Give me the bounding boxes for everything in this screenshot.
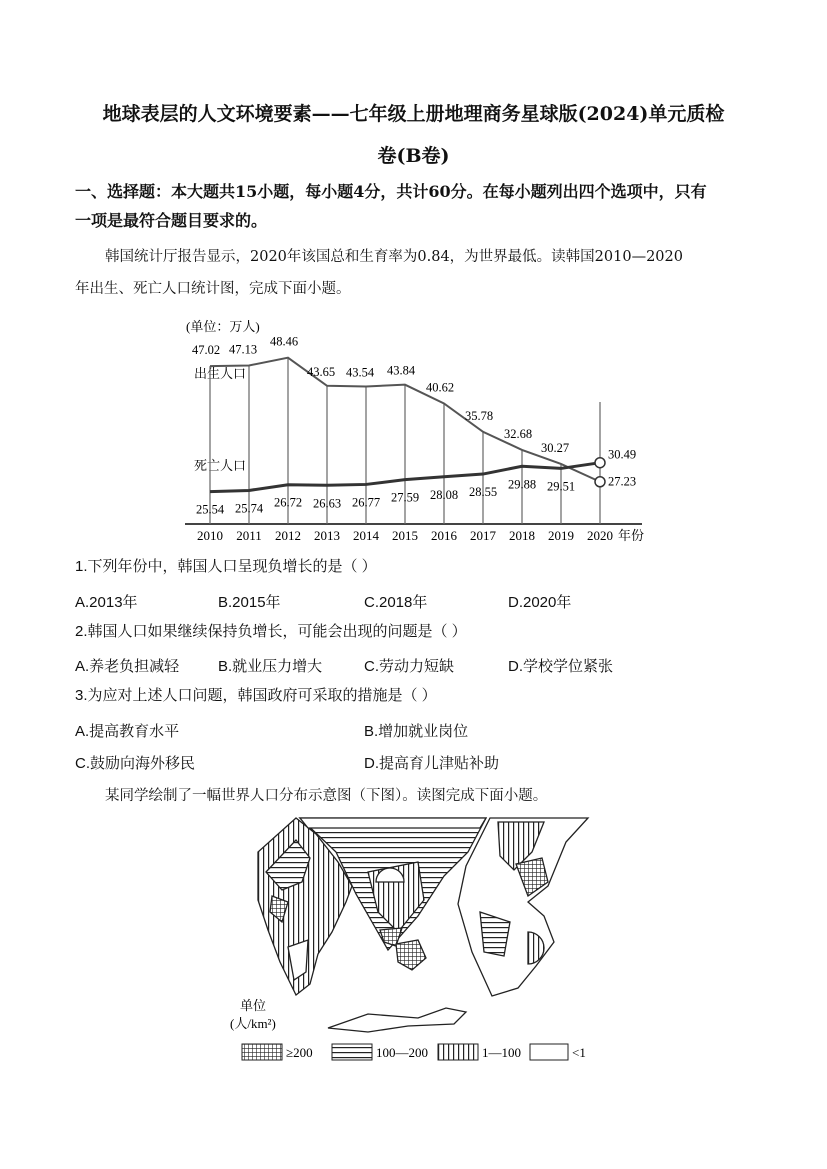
map-island bbox=[396, 940, 426, 970]
x-tick-label: 2012 bbox=[275, 528, 301, 543]
q2-option-d[interactable]: D.学校学位紧张 bbox=[508, 658, 614, 675]
birth-data-label: 47.02 bbox=[192, 343, 221, 358]
death-data-label: 25.74 bbox=[235, 501, 264, 516]
death-point-2020 bbox=[595, 458, 605, 468]
map-europe-upper bbox=[300, 818, 486, 828]
q1-option-c[interactable]: C.2018年 bbox=[364, 594, 428, 611]
intro-paragraph-line2: 年出生、死亡人口统计图，完成下面小题。 bbox=[75, 281, 351, 297]
x-tick-label: 2010 bbox=[197, 528, 223, 543]
section-heading-line1: 一、选择题：本大题共15小题，每小题4分，共计60分。在每小题列出四个选项中，只有 bbox=[75, 182, 707, 201]
q2-option-b[interactable]: B.就业压力增大 bbox=[218, 658, 323, 675]
q1-option-b[interactable]: B.2015年 bbox=[218, 594, 281, 611]
question-1-stem: 1.下列年份中，韩国人口呈现负增长的是（ ） bbox=[75, 558, 377, 575]
legend-label-2: 100—200 bbox=[376, 1045, 428, 1060]
legend-swatch-grid bbox=[242, 1044, 282, 1060]
x-tick-label: 2016 bbox=[431, 528, 457, 543]
intro-paragraph-line1: 韩国统计厅报告显示，2020年该国总和生育率为0.84，为世界最低。读韩国2010—2020 bbox=[105, 249, 683, 265]
q3-option-b[interactable]: B.增加就业岗位 bbox=[364, 723, 469, 740]
x-tick-label: 2013 bbox=[314, 528, 340, 543]
question-3-stem: 3.为应对上述人口问题，韩国政府可采取的措施是（ ） bbox=[75, 687, 437, 704]
legend-swatch-vertical bbox=[438, 1044, 478, 1060]
death-data-label: 26.72 bbox=[274, 495, 303, 510]
world-population-map bbox=[228, 812, 618, 1068]
x-tick-label: 2018 bbox=[509, 528, 535, 543]
birth-data-label: 40.62 bbox=[426, 380, 455, 395]
intro-paragraph-2: 某同学绘制了一幅世界人口分布示意图（下图）。读图完成下面小题。 bbox=[105, 788, 548, 804]
birth-data-label: 43.54 bbox=[346, 365, 375, 380]
death-data-label: 30.49 bbox=[608, 447, 637, 462]
birth-data-label: 27.23 bbox=[608, 474, 637, 489]
q3-option-c[interactable]: C.鼓励向海外移民 bbox=[75, 755, 196, 772]
x-tick-label: 2011 bbox=[236, 528, 262, 543]
death-data-label: 28.55 bbox=[469, 485, 498, 500]
birth-point-2020 bbox=[595, 477, 605, 487]
death-data-label: 29.51 bbox=[547, 479, 576, 494]
x-tick-label: 2017 bbox=[470, 528, 496, 543]
legend-label-1: ≥200 bbox=[286, 1045, 313, 1060]
legend-label-3: 1—100 bbox=[482, 1045, 521, 1060]
x-tick-label: 2020 bbox=[587, 528, 613, 543]
question-2-stem: 2.韩国人口如果继续保持负增长，可能会出现的问题是（ ） bbox=[75, 623, 467, 640]
x-tick-label: 2014 bbox=[353, 528, 379, 543]
unit-label: (单位：万人) bbox=[186, 319, 260, 334]
q3-option-d[interactable]: D.提高育儿津贴补助 bbox=[364, 755, 500, 772]
page-title-line1: 地球表层的人文环境要素——七年级上册地理商务星球版(2024)单元质检 bbox=[102, 103, 725, 125]
map-unit-label: 单位 bbox=[240, 998, 267, 1013]
series-label-births: 出生人口 bbox=[194, 366, 247, 381]
x-axis-suffix: 年份 bbox=[618, 528, 645, 543]
q2-option-a[interactable]: A.养老负担减轻 bbox=[75, 658, 180, 675]
x-tick-label: 2019 bbox=[548, 528, 574, 543]
map-unit-subtitle: (人/km²) bbox=[230, 1016, 276, 1031]
q2-option-c[interactable]: C.劳动力短缺 bbox=[364, 658, 455, 675]
birth-data-label: 32.68 bbox=[504, 426, 533, 441]
birth-data-label: 48.46 bbox=[270, 334, 299, 349]
map-antarctica bbox=[328, 1008, 466, 1032]
legend-label-4: <1 bbox=[572, 1045, 586, 1060]
birth-data-label: 35.78 bbox=[465, 408, 494, 423]
death-data-label: 25.54 bbox=[196, 502, 225, 517]
series-label-deaths: 死亡人口 bbox=[194, 458, 247, 473]
death-data-label: 26.63 bbox=[313, 496, 342, 511]
q1-option-d[interactable]: D.2020年 bbox=[508, 594, 572, 611]
birth-data-label: 43.65 bbox=[307, 364, 336, 379]
legend-swatch-horizontal bbox=[332, 1044, 372, 1060]
death-data-label: 26.77 bbox=[352, 495, 381, 510]
birth-data-label: 43.84 bbox=[387, 363, 416, 378]
q1-option-a[interactable]: A.2013年 bbox=[75, 594, 138, 611]
birth-data-label: 47.13 bbox=[229, 342, 258, 357]
birth-data-label: 30.27 bbox=[541, 440, 570, 455]
x-tick-label: 2015 bbox=[392, 528, 418, 543]
death-data-label: 27.59 bbox=[391, 490, 420, 505]
page-title-line2: 卷(B卷) bbox=[377, 145, 450, 167]
legend-swatch-empty bbox=[530, 1044, 568, 1060]
death-data-label: 29.88 bbox=[508, 477, 537, 492]
section-heading-line2: 一项是最符合题目要求的。 bbox=[75, 211, 268, 230]
death-data-label: 28.08 bbox=[430, 487, 459, 502]
q3-option-a[interactable]: A.提高教育水平 bbox=[75, 723, 180, 740]
population-chart bbox=[180, 312, 650, 550]
